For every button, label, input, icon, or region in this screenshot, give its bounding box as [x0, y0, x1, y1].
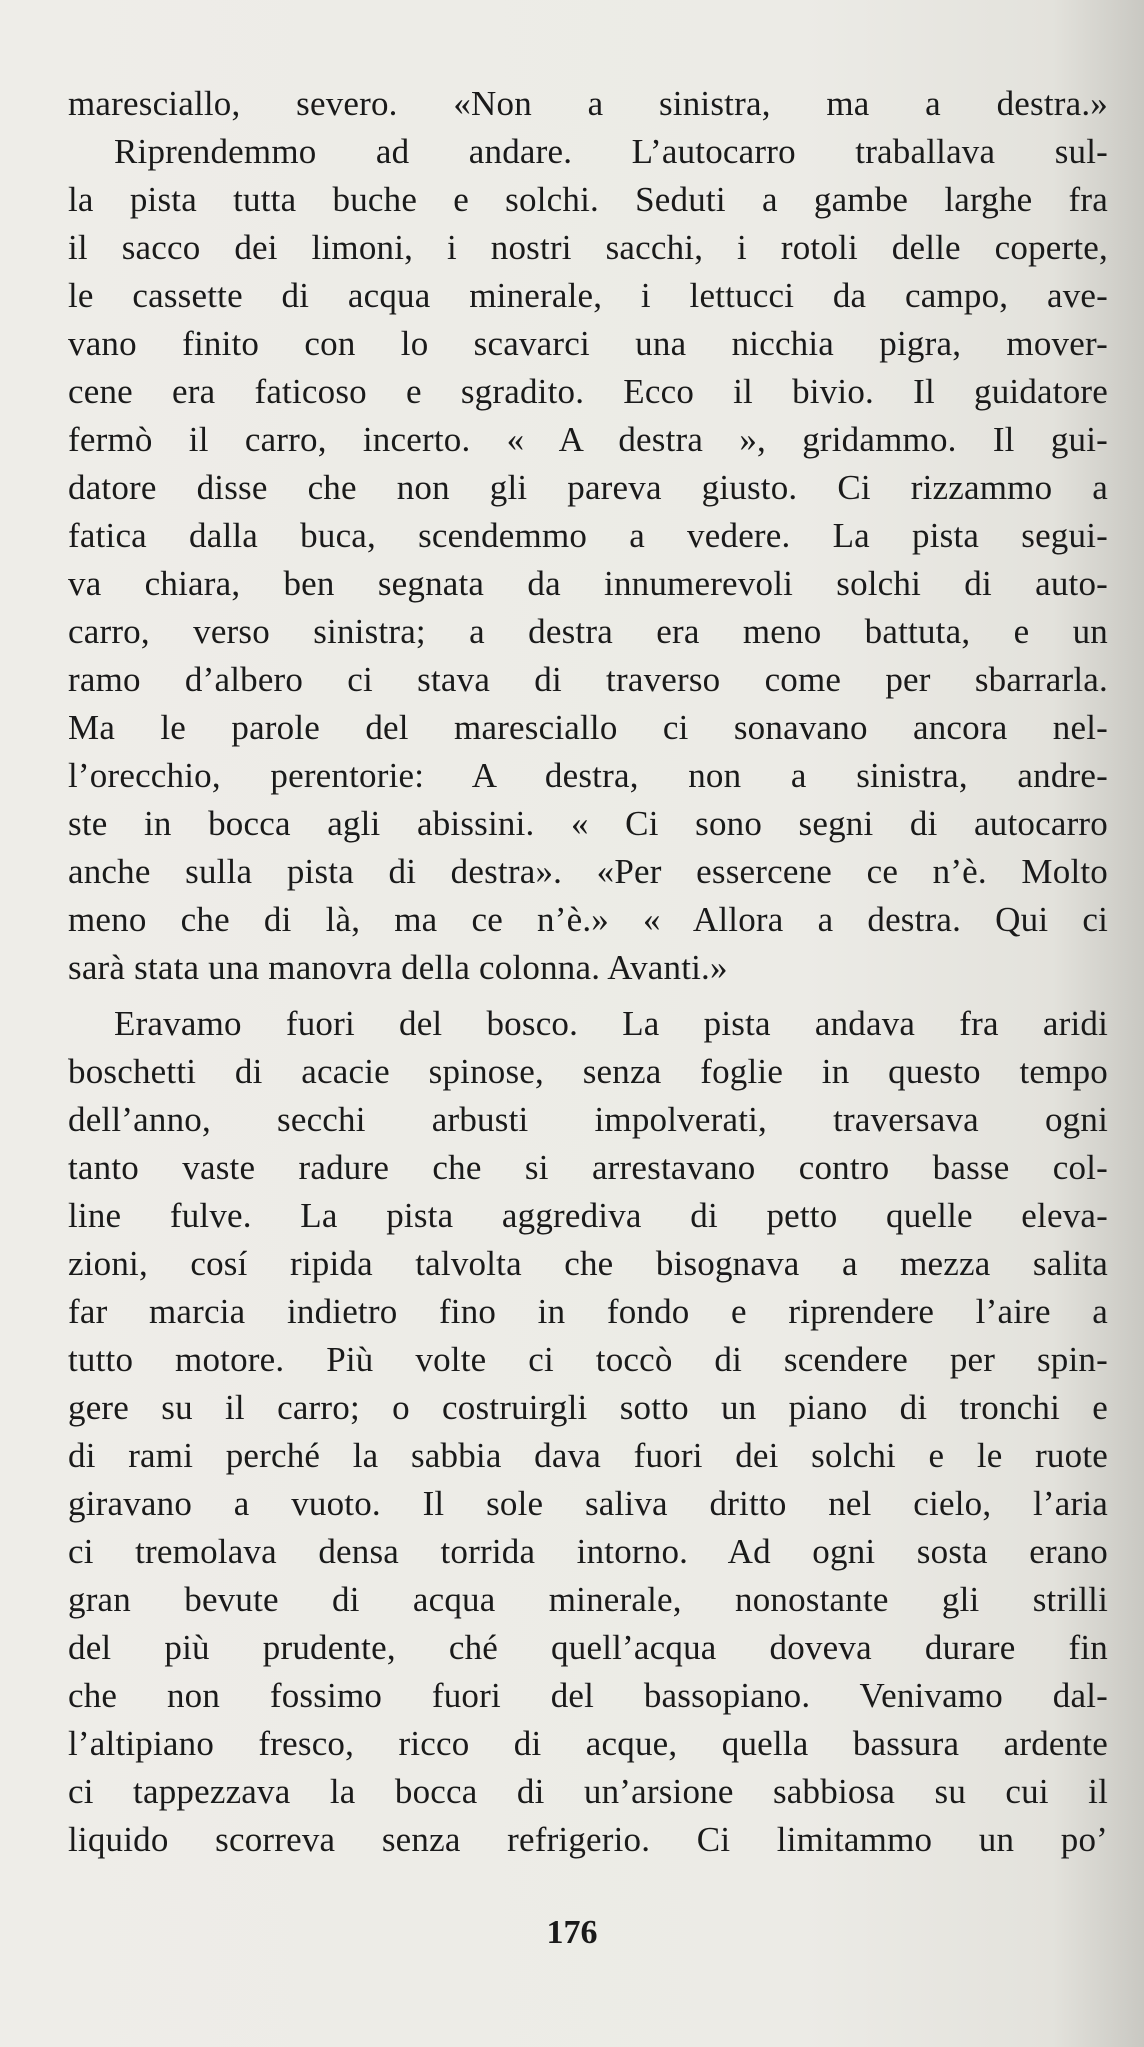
text-line-37: liquido scorreva senza refrigerio. Ci limitammo un po’: [68, 1820, 1108, 1859]
text-line-21: boschetti di acacie spinose, senza foglie in questo tempo: [68, 1052, 1108, 1091]
text-line-36: ci tappezzava la bocca di un’arsione sabbiosa su cui il: [68, 1772, 1108, 1811]
text-line-13: ramo d’albero ci stava di traverso come per sbarrarla.: [68, 660, 1108, 699]
text-line-18: meno che di là, ma ce n’è.» « Allora a destra. Qui ci: [68, 900, 1108, 939]
text-line-28: gere su il carro; o costruirgli sotto un piano di tronchi e: [68, 1388, 1108, 1427]
text-line-23: tanto vaste radure che si arrestavano contro basse col-: [68, 1148, 1108, 1187]
text-line-3: la pista tutta buche e solchi. Seduti a gambe larghe fra: [68, 180, 1108, 219]
text-line-1: maresciallo, severo. «Non a sinistra, ma a destra.»: [68, 84, 1108, 123]
text-line-20: Eravamo fuori del bosco. La pista andava fra aridi: [114, 1004, 1108, 1043]
text-line-14: Ma le parole del maresciallo ci sonavano ancora nel-: [68, 708, 1108, 747]
text-line-33: del più prudente, ché quell’acqua doveva durare fin: [68, 1628, 1108, 1667]
text-line-19: sarà stata una manovra della colonna. Avanti.»: [68, 948, 728, 987]
text-line-29: di rami perché la sabbia dava fuori dei solchi e le ruote: [68, 1436, 1108, 1475]
text-line-24: line fulve. La pista aggrediva di petto quelle eleva-: [68, 1196, 1108, 1235]
text-line-5: le cassette di acqua minerale, i lettucci da campo, ave-: [68, 276, 1108, 315]
text-line-26: far marcia indietro fino in fondo e riprendere l’aire a: [68, 1292, 1108, 1331]
text-line-35: l’altipiano fresco, ricco di acque, quella bassura ardente: [68, 1724, 1108, 1763]
text-line-17: anche sulla pista di destra». «Per essercene ce n’è. Molto: [68, 852, 1108, 891]
text-line-22: dell’anno, secchi arbusti impolverati, traversava ogni: [68, 1100, 1108, 1139]
text-line-25: zioni, cosí ripida talvolta che bisognava a mezza salita: [68, 1244, 1108, 1283]
text-line-31: ci tremolava densa torrida intorno. Ad ogni sosta erano: [68, 1532, 1108, 1571]
text-line-10: fatica dalla buca, scendemmo a vedere. La pista segui-: [68, 516, 1108, 555]
page-number: 176: [546, 1914, 598, 1951]
text-line-32: gran bevute di acqua minerale, nonostante gli strilli: [68, 1580, 1108, 1619]
text-line-30: giravano a vuoto. Il sole saliva dritto nel cielo, l’aria: [68, 1484, 1108, 1523]
text-line-11: va chiara, ben segnata da innumerevoli solchi di auto-: [68, 564, 1108, 603]
text-line-4: il sacco dei limoni, i nostri sacchi, i rotoli delle coperte,: [68, 228, 1108, 267]
text-line-8: fermò il carro, incerto. « A destra », gridammo. Il gui-: [68, 420, 1108, 459]
text-line-27: tutto motore. Più volte ci toccò di scendere per spin-: [68, 1340, 1108, 1379]
text-line-6: vano finito con lo scavarci una nicchia pigra, mover-: [68, 324, 1108, 363]
text-line-16: ste in bocca agli abissini. « Ci sono segni di autocarro: [68, 804, 1108, 843]
text-line-9: datore disse che non gli pareva giusto. Ci rizzammo a: [68, 468, 1108, 507]
text-line-34: che non fossimo fuori del bassopiano. Venivamo dal-: [68, 1676, 1108, 1715]
text-line-15: l’orecchio, perentorie: A destra, non a sinistra, andre-: [68, 756, 1108, 795]
text-line-2: Riprendemmo ad andare. L’autocarro traballava sul-: [114, 132, 1108, 171]
text-line-7: cene era faticoso e sgradito. Ecco il bivio. Il guidatore: [68, 372, 1108, 411]
text-line-12: carro, verso sinistra; a destra era meno battuta, e un: [68, 612, 1108, 651]
